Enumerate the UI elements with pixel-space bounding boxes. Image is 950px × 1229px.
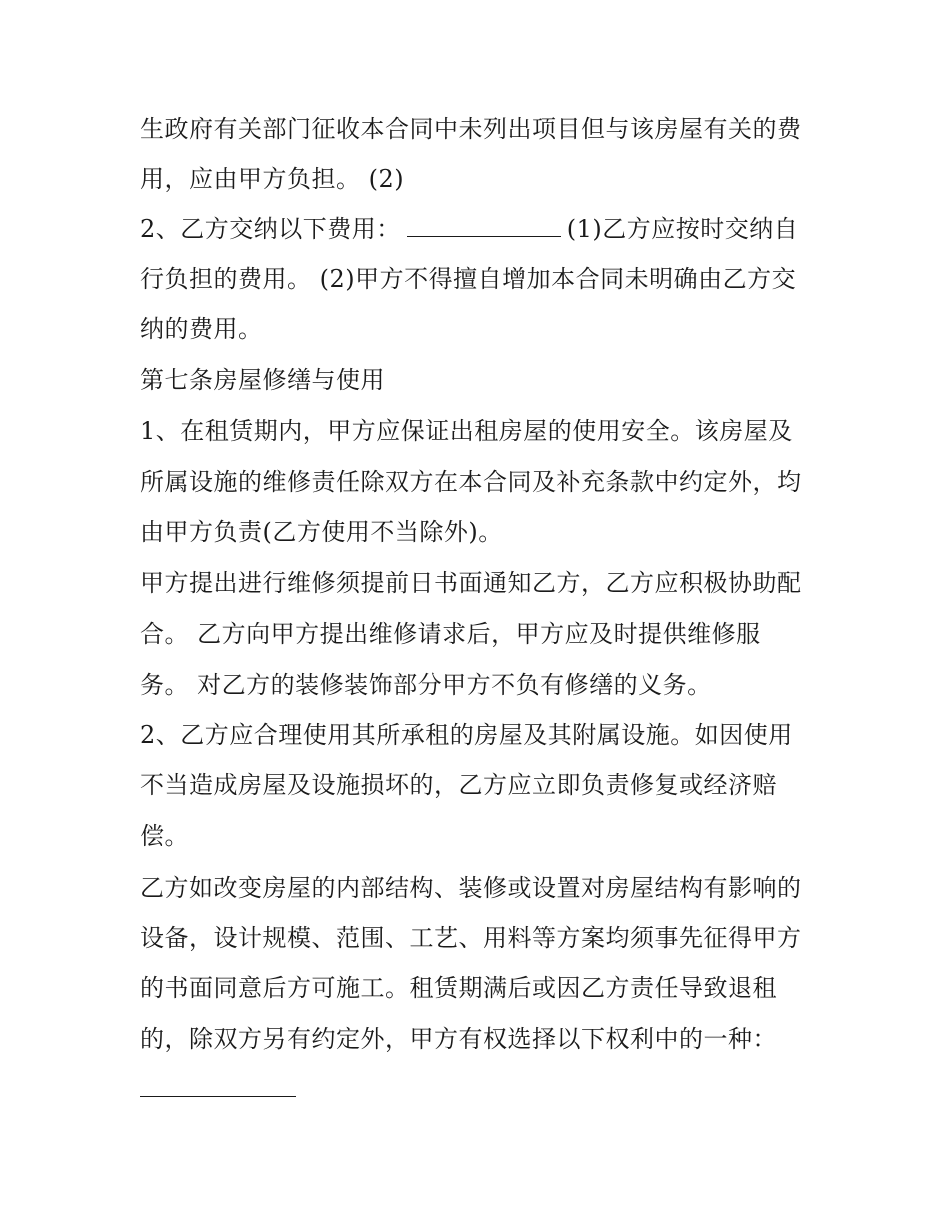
text-segment: (1)乙方应按时交纳自 [566, 215, 799, 243]
text-line: 行负担的费用。 (2)甲方不得擅自增加本合同未明确由乙方交 [140, 265, 797, 293]
text-line: 的，除双方另有约定外，甲方有权选择以下权利中的一种： [140, 1025, 777, 1053]
text-line: 的书面同意后方可施工。租赁期满后或因乙方责任导致退租 [140, 974, 777, 1002]
text-line: 甲方提出进行维修须提前日书面通知乙方，乙方应积极协助配 [140, 569, 802, 597]
text-line: 纳的费用。 [140, 315, 263, 343]
fill-in-blank [140, 1096, 296, 1097]
text-line: 乙方如改变房屋的内部结构、装修或设置对房屋结构有影响的 [140, 874, 802, 902]
text-line: 合。 乙方向甲方提出维修请求后，甲方应及时提供维修服 [140, 620, 761, 648]
text-line: 偿。 [140, 822, 189, 850]
text-line: 所属设施的维修责任除双方在本合同及补充条款中约定外，均 [140, 468, 802, 496]
fill-in-blank [407, 212, 561, 237]
section-heading: 第七条房屋修缮与使用 [140, 366, 385, 394]
text-segment: 2、乙方交纳以下费用： [140, 215, 401, 243]
text-line: 1、在租赁期内，甲方应保证出租房屋的使用安全。该房屋及 [140, 417, 793, 445]
text-line: 由甲方负责(乙方使用不当除外)。 [140, 518, 503, 546]
text-line: 设备，设计规模、范围、工艺、用料等方案均须事先征得甲方 [140, 924, 802, 952]
text-line: 务。 对乙方的装修装饰部分甲方不负有修缮的义务。 [140, 671, 712, 699]
text-line: 生政府有关部门征收本合同中未列出项目但与该房屋有关的费 [140, 115, 802, 143]
text-line-with-blank [140, 211, 798, 247]
text-line: 不当造成房屋及设施损坏的，乙方应立即负责修复或经济赔 [140, 771, 777, 799]
text-line: 2、乙方应合理使用其所承租的房屋及其附属设施。如因使用 [140, 721, 793, 749]
text-line: 用，应由甲方负担。 (2) [140, 165, 405, 193]
